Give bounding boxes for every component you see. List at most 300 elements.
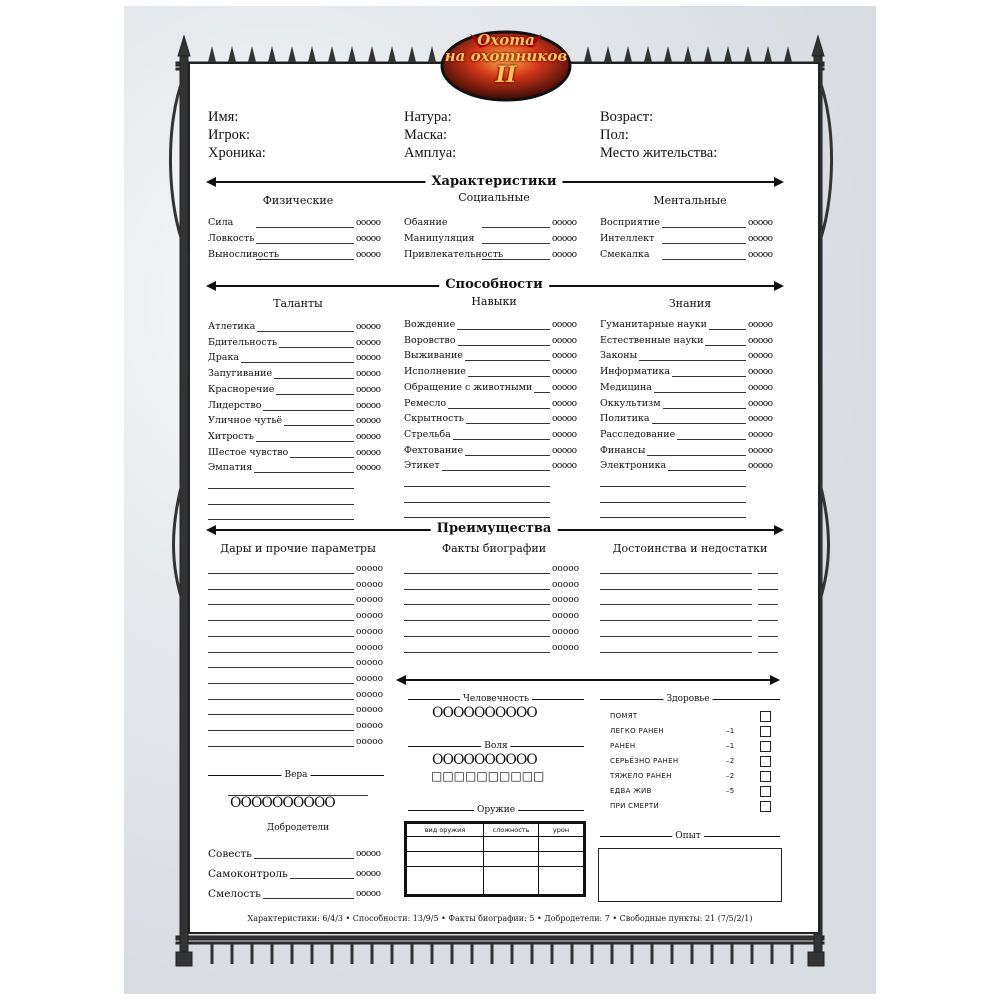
header-col-3 — [600, 108, 717, 162]
trait-dots[interactable]: ooooo — [356, 322, 381, 332]
trait-row[interactable] — [600, 365, 790, 379]
virtue-label: Смелость — [208, 888, 261, 900]
humanity-track[interactable]: OOOOOOOOOO — [432, 705, 537, 721]
trait-dots[interactable]: ooooo — [552, 398, 577, 409]
trait-dots[interactable]: ooooo — [748, 335, 773, 346]
weapon-cell[interactable] — [539, 866, 585, 896]
trait-label: Этикет — [404, 460, 440, 472]
faith-track[interactable]: OOOOOOOOOO — [230, 795, 335, 811]
trait-dots[interactable]: ooooo — [552, 218, 577, 228]
virtue-dots[interactable]: ooooo — [356, 889, 381, 899]
abilities-title: Способности — [439, 277, 549, 293]
advantage-line[interactable] — [404, 604, 550, 605]
faith-title: Вера — [281, 769, 310, 781]
trait-label: Ловкость — [208, 233, 255, 244]
weapon-cell[interactable] — [484, 866, 539, 896]
health-penalty: –5 — [726, 787, 735, 795]
advantage-dots[interactable]: ooooo — [356, 626, 384, 637]
age-field-label[interactable]: Возраст: — [600, 109, 654, 125]
virtue-dots[interactable]: ooooo — [356, 869, 381, 879]
trait-row[interactable] — [600, 349, 790, 363]
trait-dots[interactable]: ooooo — [552, 367, 577, 378]
advantage-line[interactable] — [600, 652, 752, 653]
trait-label: Исполнение — [404, 366, 466, 378]
advantage-line[interactable] — [208, 714, 354, 715]
trait-line — [241, 362, 354, 363]
trait-line — [482, 243, 550, 244]
name-field-label[interactable]: Имя: — [208, 109, 239, 125]
merit-cost-line[interactable] — [758, 573, 778, 574]
trait-label: Политика — [600, 413, 650, 425]
willpower-title: Воля — [481, 740, 510, 752]
trait-row[interactable] — [404, 459, 594, 473]
trait-row[interactable] — [600, 412, 790, 426]
virtue-label: Совесть — [208, 848, 252, 860]
health-level-label: СЕРЬЁЗНО РАНЕН — [610, 757, 679, 765]
trait-label: Расследование — [600, 428, 676, 440]
advantage-line[interactable] — [208, 636, 354, 637]
trait-dots[interactable]: ooooo — [748, 398, 773, 409]
advantage-dots[interactable]: ooooo — [552, 642, 580, 653]
trait-line — [652, 423, 746, 424]
advantage-line[interactable] — [404, 573, 550, 574]
weapon-cell[interactable] — [484, 851, 539, 866]
trait-row[interactable] — [404, 216, 594, 230]
trait-dots[interactable]: ooooo — [748, 320, 773, 330]
merit-cost-line[interactable] — [758, 636, 778, 637]
trait-label: Медицина — [600, 381, 652, 393]
trait-label: Выживание — [404, 350, 463, 362]
advantage-dots[interactable]: ooooo — [356, 705, 384, 716]
trait-row[interactable] — [600, 334, 790, 348]
trait-row[interactable] — [208, 430, 398, 444]
trait-label: Привлекательность — [404, 249, 504, 260]
health-penalty: –1 — [726, 742, 735, 750]
trait-row[interactable] — [404, 334, 594, 348]
health-penalty: –2 — [726, 757, 735, 765]
trait-dots[interactable]: ooooo — [356, 337, 381, 348]
trait-row[interactable] — [208, 248, 398, 262]
trait-line — [468, 376, 550, 377]
weapon-type-header: вид оружия — [406, 823, 484, 837]
trait-dots[interactable]: ooooo — [356, 353, 381, 364]
logo-line-1: Охота — [477, 31, 535, 49]
advantage-dots[interactable]: ooooo — [356, 579, 384, 590]
logo-line-3: II — [495, 62, 517, 88]
arrow-left-icon — [206, 177, 216, 187]
arrow-left-icon — [206, 525, 216, 535]
trait-dots[interactable]: ooooo — [552, 445, 577, 456]
virtue-row[interactable] — [208, 887, 398, 901]
trait-row[interactable] — [404, 248, 594, 262]
advantage-dots[interactable]: ooooo — [552, 579, 580, 590]
trait-label: Запугивание — [208, 368, 273, 380]
trait-line — [448, 408, 550, 409]
willpower-points[interactable]: □□□□□□□□□□ — [431, 769, 545, 783]
health-level-label: ПРИ СМЕРТИ — [610, 802, 660, 810]
residence-field-label[interactable]: Место жительства: — [600, 145, 718, 161]
arrow-right-icon — [774, 177, 784, 187]
arrow-left-icon — [206, 281, 216, 291]
trait-label: Финансы — [600, 444, 646, 456]
blank-trait-line[interactable] — [600, 517, 746, 518]
trait-line — [279, 347, 354, 348]
trait-row[interactable] — [404, 428, 594, 442]
weapon-cell[interactable] — [406, 837, 484, 852]
merit-cost-line[interactable] — [758, 604, 778, 605]
trait-line — [256, 227, 354, 228]
trait-line — [662, 243, 746, 244]
trait-row[interactable] — [208, 383, 398, 397]
trait-dots[interactable]: ooooo — [748, 218, 773, 228]
header-col-1 — [208, 108, 266, 162]
trait-dots[interactable]: ooooo — [356, 234, 381, 244]
trait-dots[interactable]: ooooo — [552, 429, 577, 440]
trait-dots[interactable]: ooooo — [748, 414, 773, 425]
advantage-line[interactable] — [404, 620, 550, 621]
mask-field-label[interactable]: Маска: — [404, 127, 448, 143]
trait-dots[interactable]: ooooo — [552, 250, 577, 260]
advantage-line[interactable] — [600, 620, 752, 621]
logo-line-2: на охотников — [444, 47, 568, 65]
blank-trait-line[interactable] — [208, 504, 354, 505]
trait-row[interactable] — [404, 412, 594, 426]
experience-title: Опыт — [672, 830, 704, 842]
trait-dots[interactable]: ooooo — [748, 429, 773, 440]
health-level-label: ЕДВА ЖИВ — [610, 787, 652, 795]
trait-dots[interactable]: ooooo — [748, 234, 773, 244]
trait-row[interactable] — [208, 367, 398, 381]
trait-row[interactable] — [404, 381, 594, 395]
arrow-right-icon — [770, 675, 780, 685]
trait-line — [256, 441, 354, 442]
trait-row[interactable] — [404, 318, 594, 332]
blank-trait-line[interactable] — [404, 502, 550, 503]
trait-dots[interactable]: ooooo — [748, 382, 773, 393]
trait-dots[interactable]: ooooo — [356, 384, 381, 395]
health-checkbox[interactable] — [760, 771, 771, 782]
trait-row[interactable] — [600, 381, 790, 395]
advantage-dots[interactable]: ooooo — [356, 736, 384, 747]
trait-dots[interactable]: ooooo — [552, 320, 577, 330]
weapons-title: Оружие — [474, 804, 518, 816]
trait-row[interactable] — [600, 216, 790, 230]
trait-line — [274, 378, 354, 379]
blank-trait-line[interactable] — [404, 517, 550, 518]
trait-dots[interactable]: ooooo — [356, 369, 381, 380]
skills-title: Навыки — [471, 295, 517, 308]
backgrounds-title: Факты биографии — [441, 542, 547, 555]
trait-dots[interactable]: ooooo — [552, 351, 577, 362]
advantage-dots[interactable]: ooooo — [552, 595, 580, 606]
virtue-dots[interactable]: ooooo — [356, 849, 381, 859]
health-title: Здоровье — [663, 693, 712, 705]
trait-row[interactable] — [600, 248, 790, 262]
trait-label: Естественные науки — [600, 334, 704, 346]
merits-flaws-title: Достоинства и недостатки — [612, 542, 768, 555]
trait-line — [442, 470, 550, 471]
trait-label: Выносливость — [208, 249, 280, 260]
trait-row[interactable] — [208, 446, 398, 460]
trait-label: Стрельба — [404, 428, 451, 440]
experience-box[interactable] — [598, 848, 782, 902]
trait-line — [458, 345, 551, 346]
trait-label: Сила — [208, 217, 234, 228]
health-level-label: РАНЕН — [610, 742, 636, 750]
trait-line — [677, 439, 746, 440]
trait-line — [668, 470, 746, 471]
trait-label: Восприятие — [600, 217, 660, 228]
trait-line — [639, 360, 746, 361]
trait-label: Фехтование — [404, 444, 464, 456]
trait-dots[interactable]: ooooo — [356, 447, 381, 458]
social-title: Социальные — [458, 191, 530, 204]
attributes-title: Характеристики — [425, 174, 562, 190]
trait-row[interactable] — [208, 399, 398, 413]
advantage-line[interactable] — [208, 667, 354, 668]
physical-title: Физические — [262, 194, 334, 207]
trait-dots[interactable]: ooooo — [356, 250, 381, 260]
weapon-cell[interactable] — [406, 866, 484, 896]
trait-row[interactable] — [600, 397, 790, 411]
trait-label: Обращение с животными — [404, 381, 533, 393]
health-checkbox[interactable] — [760, 786, 771, 797]
advantage-dots[interactable]: ooooo — [552, 564, 580, 574]
trait-label: Эмпатия — [208, 462, 253, 474]
trait-label: Информатика — [600, 366, 671, 378]
advantage-line[interactable] — [208, 683, 354, 684]
advantages-title: Преимущества — [431, 521, 558, 537]
trait-line — [662, 227, 746, 228]
merit-cost-line[interactable] — [758, 620, 778, 621]
sex-field-label[interactable]: Пол: — [600, 127, 629, 143]
trait-label: Атлетика — [208, 321, 256, 332]
advantage-dots[interactable]: ooooo — [356, 658, 384, 669]
virtue-row[interactable] — [208, 847, 398, 861]
trait-label: Электроника — [600, 460, 667, 472]
trait-line — [257, 331, 354, 332]
trait-dots[interactable]: ooooo — [748, 250, 773, 260]
trait-dots[interactable]: ooooo — [552, 414, 577, 425]
trait-label: Интеллект — [600, 233, 655, 244]
virtues-title: Добродетели — [266, 823, 330, 833]
advantage-line[interactable] — [208, 699, 354, 700]
difficulty-header: сложность — [484, 823, 539, 837]
trait-line — [465, 455, 550, 456]
trait-row[interactable] — [600, 444, 790, 458]
trait-dots[interactable]: ooooo — [552, 461, 577, 472]
trait-row[interactable] — [404, 444, 594, 458]
blank-trait-line[interactable] — [404, 486, 550, 487]
damage-header: урон — [539, 823, 585, 837]
trait-dots[interactable]: ooooo — [356, 431, 381, 442]
virtue-line — [254, 858, 354, 859]
health-level-label: ЛЕГКО РАНЕН — [610, 727, 664, 735]
blank-trait-line[interactable] — [600, 502, 746, 503]
advantage-dots[interactable]: ooooo — [356, 689, 384, 700]
advantage-line[interactable] — [600, 636, 752, 637]
trait-line — [457, 329, 550, 330]
trait-label: Манипуляция — [404, 233, 475, 244]
health-checkbox[interactable] — [760, 756, 771, 767]
advantage-dots[interactable]: ooooo — [356, 564, 384, 574]
virtue-line — [263, 898, 354, 899]
trait-dots[interactable]: ooooo — [748, 445, 773, 456]
advantage-line[interactable] — [404, 636, 550, 637]
weapon-cell[interactable] — [539, 851, 585, 866]
trait-label: Оккультизм — [600, 397, 661, 409]
trait-dots[interactable]: ooooo — [552, 234, 577, 244]
humanity-title: Человечность — [460, 693, 532, 705]
trait-line — [654, 392, 746, 393]
advantage-dots[interactable]: ooooo — [356, 611, 384, 622]
trait-line — [709, 329, 746, 330]
blank-trait-line[interactable] — [208, 519, 354, 520]
trait-label: Уличное чутьё — [208, 415, 283, 427]
trait-row[interactable] — [208, 232, 398, 246]
trait-line — [256, 243, 354, 244]
advantage-dots[interactable]: ooooo — [552, 611, 580, 622]
trait-dots[interactable]: ooooo — [748, 461, 773, 472]
trait-dots[interactable]: ooooo — [552, 382, 577, 393]
trait-line — [465, 360, 550, 361]
trait-dots[interactable]: ooooo — [356, 463, 381, 474]
trait-line — [705, 345, 746, 346]
trait-row[interactable] — [208, 216, 398, 230]
advantage-line[interactable] — [208, 730, 354, 731]
arrow-right-icon — [774, 525, 784, 535]
virtue-line — [290, 878, 354, 879]
advantage-line[interactable] — [208, 746, 354, 747]
weapons-table — [404, 821, 586, 897]
trait-label: Драка — [208, 352, 240, 364]
health-checkbox[interactable] — [760, 801, 771, 812]
trait-row[interactable] — [600, 459, 790, 473]
role-field-label[interactable]: Амплуа: — [404, 145, 457, 161]
merit-cost-line[interactable] — [758, 652, 778, 653]
trait-row[interactable] — [404, 349, 594, 363]
willpower-track[interactable]: OOOOOOOOOO — [432, 752, 537, 768]
weapon-cell[interactable] — [406, 851, 484, 866]
trait-row[interactable] — [404, 365, 594, 379]
trait-line — [284, 425, 354, 426]
trait-row[interactable] — [600, 318, 790, 332]
health-penalty: –1 — [726, 727, 735, 735]
trait-line — [482, 227, 550, 228]
player-field-label[interactable]: Игрок: — [208, 127, 250, 143]
trait-label: Шестое чувство — [208, 446, 289, 458]
advantage-line[interactable] — [600, 573, 752, 574]
advantage-dots[interactable]: ooooo — [356, 595, 384, 606]
trait-row[interactable] — [208, 336, 398, 350]
talents-title: Таланты — [273, 297, 323, 310]
trait-label: Скрытность — [404, 413, 464, 425]
trait-line — [453, 439, 550, 440]
trait-label: Смекалка — [600, 249, 650, 260]
advantage-line[interactable] — [404, 589, 550, 590]
trait-line — [254, 472, 354, 473]
advantage-line[interactable] — [600, 604, 752, 605]
trait-dots[interactable]: ooooo — [552, 335, 577, 346]
trait-label: Гуманитарные науки — [600, 319, 707, 330]
trait-dots[interactable]: ooooo — [356, 400, 381, 411]
advantage-line[interactable] — [600, 589, 752, 590]
trait-row[interactable] — [208, 461, 398, 475]
weapon-cell[interactable] — [539, 837, 585, 852]
advantage-line[interactable] — [404, 652, 550, 653]
advantage-line[interactable] — [208, 589, 354, 590]
trait-row[interactable] — [208, 414, 398, 428]
health-checkbox[interactable] — [760, 711, 771, 722]
advantage-line[interactable] — [208, 604, 354, 605]
advantage-line[interactable] — [208, 652, 354, 653]
trait-label: Ремесло — [404, 397, 447, 409]
advantage-dots[interactable]: ooooo — [356, 642, 384, 653]
trait-line — [482, 259, 550, 260]
trait-line — [663, 408, 746, 409]
trait-label: Обаяние — [404, 217, 448, 228]
trait-label: Красноречие — [208, 383, 275, 395]
trait-label: Лидерство — [208, 399, 262, 411]
trait-line — [290, 457, 354, 458]
trait-dots[interactable]: ooooo — [356, 416, 381, 427]
weapon-cell[interactable] — [484, 837, 539, 852]
virtue-row[interactable] — [208, 867, 398, 881]
health-checkbox[interactable] — [760, 741, 771, 752]
knowledges-title: Знания — [668, 297, 712, 310]
gifts-title: Дары и прочие параметры — [220, 542, 376, 555]
trait-line — [662, 259, 746, 260]
trait-label: Хитрость — [208, 430, 254, 442]
trait-label: Вождение — [404, 319, 456, 330]
advantage-line[interactable] — [208, 620, 354, 621]
virtue-label: Самоконтроль — [208, 868, 288, 880]
mental-title: Ментальные — [653, 194, 727, 207]
health-checkbox[interactable] — [760, 726, 771, 737]
blank-trait-line[interactable] — [600, 486, 746, 487]
advantage-dots[interactable]: ooooo — [356, 721, 384, 731]
blank-trait-line[interactable] — [208, 488, 354, 489]
health-penalty: –2 — [726, 772, 735, 780]
logo-title — [440, 32, 572, 86]
trait-row[interactable] — [208, 320, 398, 334]
trait-label: Законы — [600, 350, 638, 362]
health-level-label: ТЯЖЕЛО РАНЕН — [610, 772, 672, 780]
trait-dots[interactable]: ooooo — [748, 351, 773, 362]
chronicle-field-label[interactable]: Хроника: — [208, 145, 266, 161]
trait-row[interactable] — [404, 397, 594, 411]
trait-line — [256, 259, 354, 260]
lower-divider — [404, 679, 772, 681]
nature-field-label[interactable]: Натура: — [404, 109, 452, 125]
trait-dots[interactable]: ooooo — [748, 367, 773, 378]
trait-dots[interactable]: ooooo — [356, 218, 381, 228]
advantage-line[interactable] — [208, 573, 354, 574]
trait-label: Воровство — [404, 334, 456, 346]
trait-line — [263, 410, 354, 411]
advantage-dots[interactable]: ooooo — [356, 673, 384, 684]
trait-line — [276, 394, 354, 395]
trait-row[interactable] — [600, 232, 790, 246]
trait-label: Бдительность — [208, 336, 278, 348]
merit-cost-line[interactable] — [758, 589, 778, 590]
trait-line — [466, 423, 550, 424]
trait-row[interactable] — [600, 428, 790, 442]
trait-row[interactable] — [404, 232, 594, 246]
advantage-dots[interactable]: ooooo — [552, 626, 580, 637]
trait-line — [647, 455, 746, 456]
trait-row[interactable] — [208, 351, 398, 365]
